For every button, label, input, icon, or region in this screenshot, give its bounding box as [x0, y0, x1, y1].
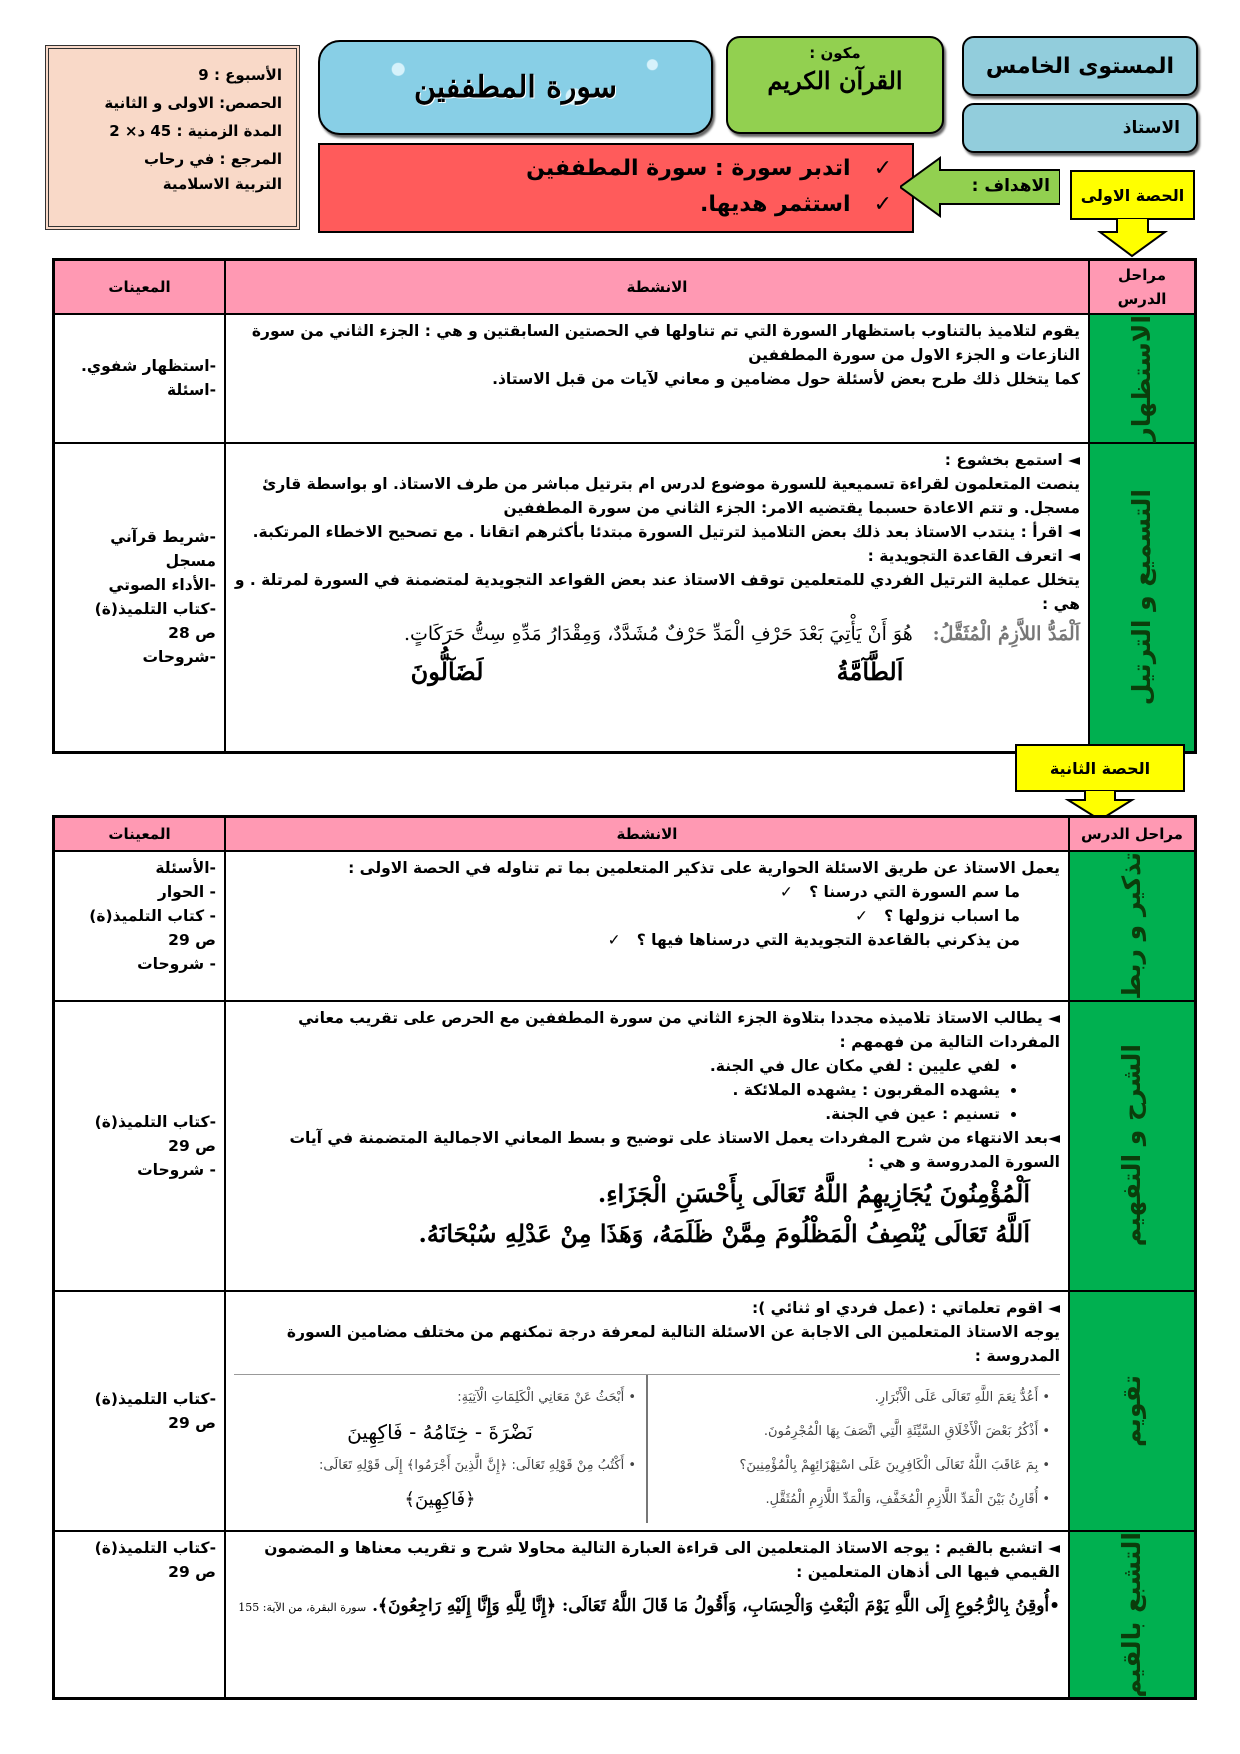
question-item: • أَعُدُّ نِعَمَ اللَّهِ تَعَالَى عَلَى الْأَبْرَارِ. — [874, 1389, 1050, 1405]
stage-cell: تذكير و ربط — [1069, 851, 1196, 1001]
activity-text: يتخلل عملية الترتيل الفردي للمتعلمين توقف الاستاذ عند بعض القواعد التجويدية لمتضمنة في السورة لمرتلة . و هي : — [234, 570, 1080, 613]
question-item: • بِمَ عَاقَبَ اللَّهُ تَعَالَى الْكَافِرِينَ عَلَى اسْتِهْزَائِهِمْ بِالْمُؤْمِنِينَ؟ — [739, 1457, 1050, 1473]
activity-text: ◄ اقرأ : ينتدب الاستاذ بعد ذلك بعض التلاميذ لترتيل السورة مبتدئا بأكثرهم اتقانا . مع تصحيح الاخطاء المرتكبة. — [252, 522, 1080, 541]
resources-cell — [54, 314, 226, 443]
question-list — [234, 880, 1060, 952]
question-item: • أَكْتُبُ مِنْ قَوْلِهِ تَعَالَى: ﴿إِنَّ الَّذِينَ أَجْرَمُوا﴾ إِلَى قَوْلِهِ تَعَالَى: — [319, 1457, 636, 1473]
level-text: المستوى الخامس — [985, 53, 1175, 79]
table-row — [54, 1291, 1196, 1531]
table-row — [54, 314, 1196, 443]
activity-text: كما يتخلل ذلك طرح بعض لأسئلة حول مضامين و معاني لآيات من قبل الاستاذ. — [492, 370, 1080, 388]
resource-item: -كتاب التلميذ(ة) — [94, 1112, 216, 1131]
list-item: • لفي عليين : لفي مكان عال في الجنة. — [234, 1054, 1000, 1078]
resource-item: -شريط قرآني — [110, 528, 216, 547]
stage-cell: التسميع و الترتيل — [1089, 443, 1196, 753]
table-header-row — [54, 260, 1196, 315]
resource-item: - كتاب التلميذ(ة) — [89, 907, 216, 925]
stage-cell: الاستظهار — [1089, 314, 1196, 443]
list-item: ما اسباب نزولها ؟ ✓ — [854, 907, 1020, 925]
activities-cell — [225, 443, 1089, 753]
activities-cell — [225, 1531, 1069, 1699]
resource-item: ص 29 — [168, 1413, 216, 1432]
teacher-text: الاستاذ — [1122, 118, 1180, 138]
list-item: من يذكرني بالقاعدة التجويدية التي درسناها فيها ؟ ✓ — [607, 931, 1020, 949]
lesson-title-box — [318, 40, 713, 135]
list-item: • يشهده المقربون : يشهده الملائكة . — [234, 1078, 1000, 1102]
table-row — [54, 851, 1196, 1001]
activity-text: ◄ استمع بخشوع : — [944, 450, 1080, 469]
list-item: ما سم السورة التي درسنا ؟ ✓ — [779, 883, 1020, 901]
activity-text: ◄بعد الانتهاء من شرح المفردات يعمل الاستاذ على توضيح و بسط المعاني الاجمالية المتضمنة في آيات السورة المدروسة و هي : — [289, 1128, 1060, 1171]
activity-text: يوجه الاستاذ المتعلمين الى الاجابة عن الاسئلة التالية لمعرفة درجة تمكنهم من مختلف مضامين السورة المدروسة : — [286, 1322, 1060, 1365]
col-resources-header: المعينات — [54, 817, 226, 852]
col-stages-header: مراحل الدرس — [1069, 817, 1196, 852]
questions-right-column — [646, 1375, 1060, 1523]
activity-text: ◄ يطالب الاستاذ تلاميذه مجددا بتلاوة الجزء الثاني من سورة المطففين مع الحرص على تقريب معاني المفردات التالية من فهمهم : — [298, 1008, 1060, 1051]
activity-text: ◄ اقوم تعلماتي : (عمل فردي او ثنائي ): — [752, 1298, 1060, 1317]
lesson-title: سورة المطففين — [414, 70, 617, 105]
session1-table — [52, 258, 1197, 754]
activity-text: يقوم لتلاميذ بالتناوب باستظهار السورة التي تم تناولها في الحصتين السابقتين و هي : الجزء الثاني من سورة النازعات و الجزء الاول من سورة المطففين — [251, 322, 1080, 364]
resource-item: -الأداء الصوتي — [108, 576, 216, 595]
table-row — [54, 443, 1196, 753]
resource-item: -الأسئلة — [155, 859, 216, 877]
col-resources-header: المعينات — [54, 260, 226, 315]
activities-cell — [225, 314, 1089, 443]
question-item: نَضْرَةَ - خِتَامُهُ - فَاكِهِينَ — [347, 1419, 533, 1444]
activities-cell — [225, 1291, 1069, 1531]
question-item: • أَبْحَثُ عَنْ مَعَانِي الْكَلِمَاتِ الْآتِيَةِ: — [457, 1389, 636, 1405]
resource-item: -اسئلة — [166, 381, 216, 400]
teacher-box — [962, 103, 1198, 153]
session1-down-arrow — [1095, 218, 1170, 258]
rule-label: اَلْمَدُّ اللاَّزِمُ الْمُثَقَّلُ: — [932, 622, 1080, 645]
tajweed-rule — [234, 622, 1080, 646]
table-header-row — [54, 817, 1196, 852]
col-activities-header: الانشطة — [225, 260, 1089, 315]
activities-cell — [225, 1001, 1069, 1291]
component-value: القرآن الكريم — [767, 66, 903, 95]
week-line: الأسبوع : 9 — [198, 66, 282, 84]
resources-cell — [54, 1001, 226, 1291]
rule-example: لَضَآلُّونَ — [410, 656, 484, 686]
activity-text: ◄ اتشبع بالقيم : يوجه الاستاذ المتعلمين الى قراءة العبارة التالية محاولا شرح و تقريب معناها و المضمون القيمي فيها الى أذهان المتعلمين : — [264, 1538, 1060, 1581]
session2-table — [52, 815, 1197, 1700]
value-quote — [234, 1594, 1060, 1620]
stage-cell: تقويم — [1069, 1291, 1196, 1531]
reference-line-2: التربية الاسلامية — [162, 175, 282, 193]
resource-item: -كتاب التلميذ(ة) — [94, 1538, 216, 1557]
goal-item: ✓ استثمر هديها. — [699, 192, 892, 217]
activity-text: ينصت المتعلمون لقراءة تسميعية للسورة موضوع لدرس ام بترتيل مباشر من طرف الاستاذ. او بواسطة قارئ مسجل. و تتم الاعادة حسبما يقتضيه الامر: الجزء الثاني من سورة المطففين — [262, 474, 1080, 517]
resources-cell — [54, 1531, 226, 1699]
resource-item: ص 28 — [168, 624, 216, 643]
goals-label: الاهداف : — [971, 176, 1050, 196]
goals-box — [318, 143, 914, 233]
table-row — [54, 1001, 1196, 1291]
resources-cell — [54, 1291, 226, 1531]
reference-line: المرجع : في رحاب — [143, 150, 282, 168]
resource-item: مسجل — [165, 552, 216, 571]
resources-cell — [54, 851, 226, 1001]
quote-reference: سورة البقرة، من الآية: 155 — [238, 1600, 367, 1614]
stage-cell: التشبع بالقيم — [1069, 1531, 1196, 1699]
resource-item: - شروحات — [137, 1160, 216, 1179]
resource-item: ص 29 — [168, 931, 216, 949]
col-activities-header: الانشطة — [225, 817, 1069, 852]
list-item: • تسنيم : عين في الجنة. — [234, 1102, 1000, 1126]
resource-item: -استظهار شفوي. — [81, 357, 216, 376]
duration-line: المدة الزمنية : 45 د× 2 — [109, 122, 282, 140]
question-item: ﴿فَاكِهِينَ﴾ — [404, 1488, 476, 1510]
activity-text: ◄ اتعرف القاعدة التجويدية : — [867, 546, 1080, 565]
resource-item: -كتاب التلميذ(ة) — [94, 600, 216, 619]
question-item: • أُقَارِنُ بَيْنَ الْمَدِّ اللَّازِمِ الْمُخَفَّفِ، وَالْمَدِّ اللَّازِمِ الْمُثَقَّلِ. — [765, 1491, 1050, 1507]
resource-item: -شروحات — [142, 648, 216, 667]
activity-text: يعمل الاستاذ عن طريق الاسئلة الحوارية على تذكير المتعلمين بما تم تناوله في الحصة الاولى : — [348, 859, 1060, 877]
questions-left-column — [234, 1375, 646, 1523]
table-row — [54, 1531, 1196, 1699]
activities-cell — [225, 851, 1069, 1001]
col-stages-header: مراحل الدرس — [1089, 260, 1196, 315]
rule-examples — [234, 656, 1080, 686]
resources-cell — [54, 443, 226, 753]
ayah-meaning: اَللَّهُ تَعَالَى يُنْصِفُ الْمَظْلُومَ مِمَّنْ ظَلَمَهُ، وَهَذَا مِنْ عَدْلِهِ سُبْحَانَهُ. — [418, 1218, 1030, 1248]
vocabulary-list — [234, 1054, 1060, 1126]
rule-text: هُوَ أَنْ يَأْتِيَ بَعْدَ حَرْفِ الْمَدِّ حَرْفٌ مُشَدَّدٌ، وَمِقْدَارُ مَدِّهِ سِتُّ حَرَكَاتٍ. — [403, 622, 913, 645]
rule-example: اَلطَّآمَّةُ — [836, 656, 904, 686]
level-box — [962, 36, 1198, 96]
component-box — [726, 36, 944, 134]
session2-tag: الحصة الثانية — [1015, 744, 1185, 792]
week-info-box — [45, 45, 300, 230]
question-item: • أَذْكُرُ بَعْضَ الْأَخْلَاقِ السَّيِّئَةِ الَّتِي اتَّصَفَ بِهَا الْمُجْرِمُونَ. — [763, 1423, 1050, 1439]
resource-item: - الحوار — [157, 883, 216, 901]
component-label: مكون : — [809, 44, 861, 62]
session1-tag: الحصة الاولى — [1070, 170, 1195, 220]
ayah-meaning: اَلْمُؤْمِنُونَ يُجَازِيهِمُ اللَّهُ تَعَالَى بِأَحْسَنِ الْجَزَاءِ. — [597, 1178, 1030, 1208]
stage-cell: الشرح و التفهيم — [1069, 1001, 1196, 1291]
resource-item: - شروحات — [137, 955, 216, 973]
resource-item: ص 29 — [168, 1136, 216, 1155]
resource-item: -كتاب التلميذ(ة) — [94, 1389, 216, 1408]
sessions-line: الحصص: الاولى و الثانية — [104, 94, 282, 112]
resource-item: ص 29 — [168, 1562, 216, 1581]
evaluation-questions — [234, 1374, 1060, 1523]
quote-text: •أُوقِنُ بِالرُّجُوعِ إِلَى اللَّهِ يَوْمَ الْبَعْثِ وَالْحِسَابِ، وَأَقُولُ مَا قَالَ اللَّهُ تَعَالَى: ﴿إِنَّا لِلَّهِ وَإِنَّا إِلَيْهِ رَاجِعُونَ﴾. — [372, 1595, 1060, 1616]
goal-item: ✓ اتدبر سورة : سورة المطففين — [526, 156, 892, 181]
